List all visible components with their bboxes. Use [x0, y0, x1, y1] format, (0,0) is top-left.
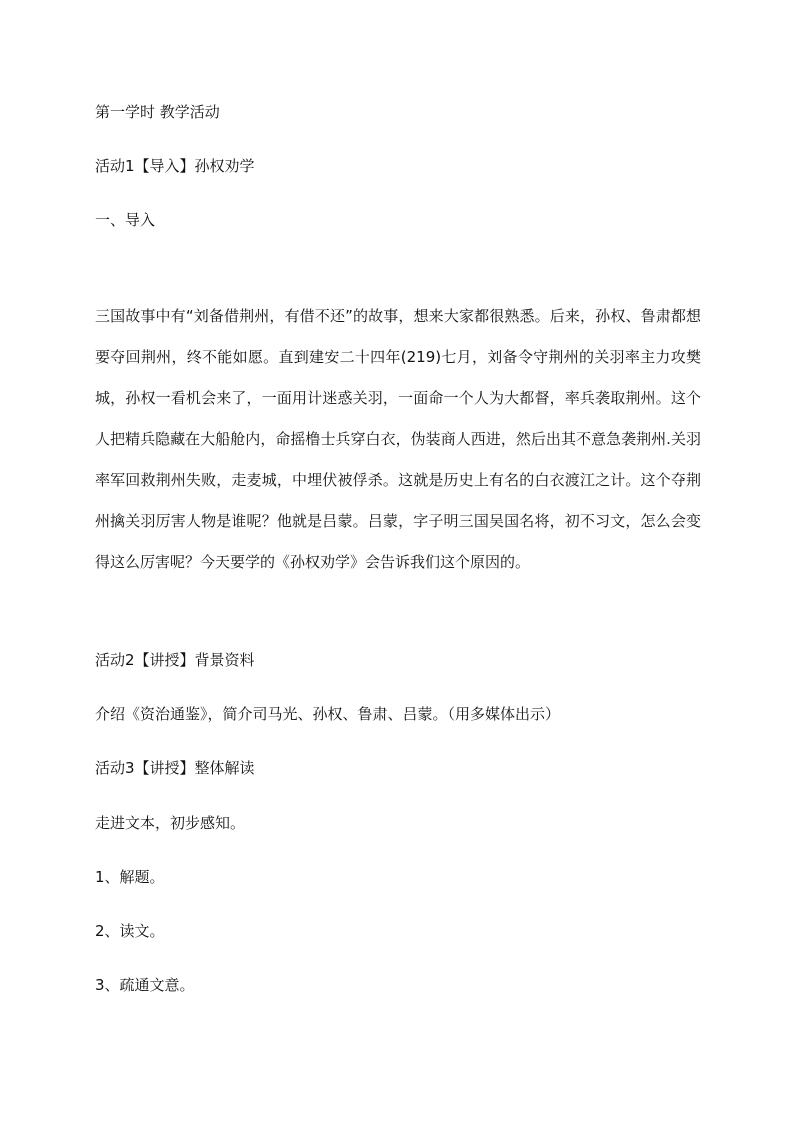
- activity2-heading: 活动2【讲授】背景资料: [95, 651, 255, 669]
- activity1-heading: 活动1【导入】孙权劝学: [95, 157, 255, 175]
- activity2-body: 介绍《资治通鉴》，简介司马光、孙权、鲁肃、吕蒙。（用多媒体出示）: [95, 705, 561, 723]
- intro-paragraph: 三国故事中有“刘备借荆州，有借不还”的故事，想来大家都很熟悉。后来，孙权、鲁肃都想要夺回荆州，终不能如愿。直到建安二十四年(219)七月，刘备令守荆州的关羽率主力攻樊城，孙权一看机会来了，一面用计迷惑关羽，一面命一个人为大都督，率兵袭取荆州。这个人把精兵隐藏在大船舱内，命摇橹士兵穿白衣，伪装商人西进，然后出其不意急袭荆州.关羽率军回救荆州失败，走麦城，中埋伏被俘杀。这就是历史上有名的白衣渡江之计。这个夺荆州擒关羽厉害人物是谁呢？他就是吕蒙。吕蒙，字子明三国吴国名将，初不习文，怎么会变得这么厉害呢？今天要学的《孙权劝学》会告诉我们这个原因的。: [95, 307, 701, 571]
- step-item: 3、疏通文意。: [95, 976, 195, 994]
- section-intro-heading: 一、导入: [95, 211, 156, 229]
- activity3-heading: 活动3【讲授】整体解读: [95, 759, 255, 777]
- lesson-title: 第一学时 教学活动: [95, 103, 220, 121]
- activity3-intro: 走进文本，初步感知。: [95, 814, 246, 832]
- step-item: 1、解题。: [95, 868, 165, 886]
- step-item: 2、读文。: [95, 922, 165, 940]
